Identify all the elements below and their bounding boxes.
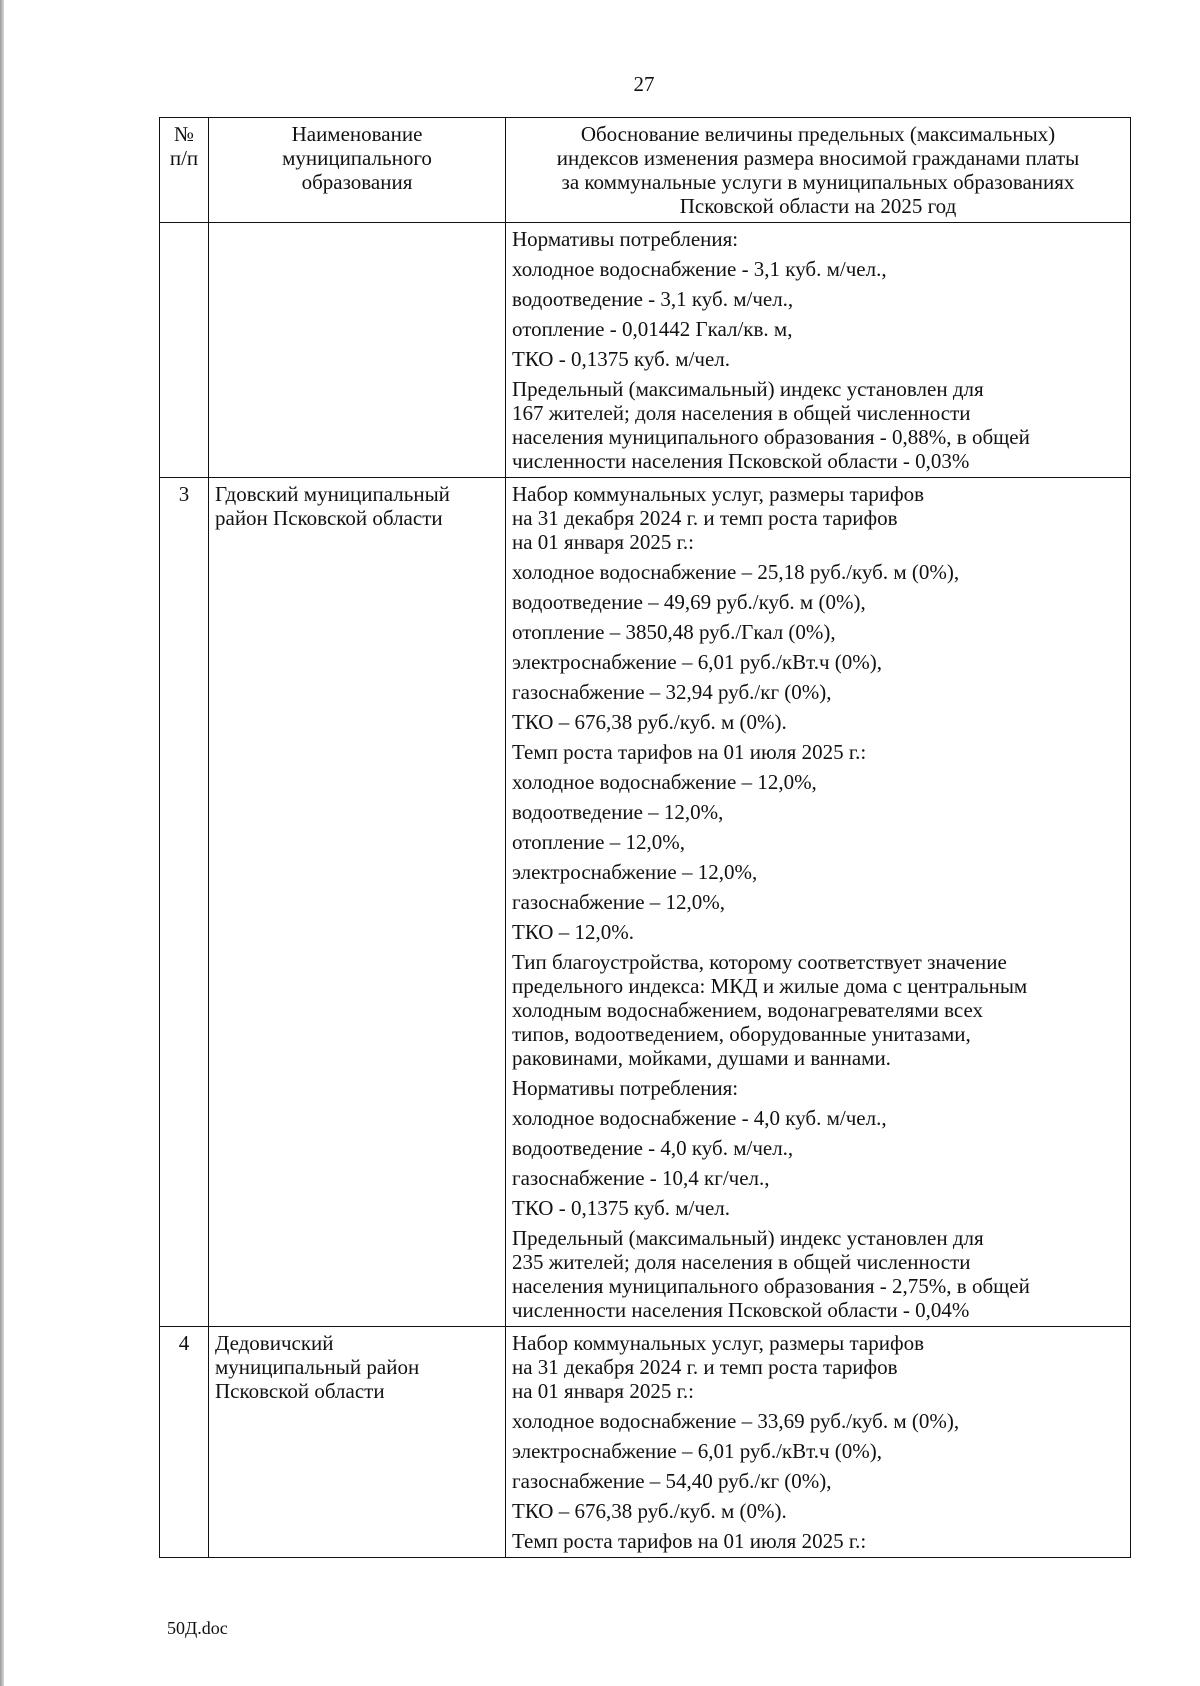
row-number: 3 xyxy=(160,478,209,1327)
basis-line: газоснабжение – 12,0%, xyxy=(512,890,726,914)
basis-line: водоотведение - 4,0 куб. м/чел., xyxy=(512,1136,794,1160)
table-row xyxy=(160,1327,1131,1558)
basis-line: электроснабжение – 12,0%, xyxy=(512,860,758,884)
basis-line: водоотведение - 3,1 куб. м/чел., xyxy=(512,287,794,311)
table-header-row xyxy=(160,118,1131,223)
basis-line: ТКО - 0,1375 куб. м/чел. xyxy=(512,1196,731,1220)
basis-line: Темп роста тарифов на 01 июля 2025 г.: xyxy=(512,1529,867,1553)
header-basis: Обоснование величины предельных (максимальных) индексов изменения размера вносимой гражданами платы за коммунальные услуги в муниципальных образованиях Псковской области на 2025 год xyxy=(506,118,1131,223)
basis-line: отопление – 3850,48 руб./Гкал (0%), xyxy=(512,620,836,644)
basis-line: холодное водоснабжение – 33,69 руб./куб. м (0%), xyxy=(512,1409,960,1433)
basis-cell xyxy=(506,223,1131,478)
basis-line: ТКО – 12,0%. xyxy=(512,920,634,944)
header-number: № п/п xyxy=(160,118,209,223)
basis-cell xyxy=(506,1327,1131,1558)
row-number: 4 xyxy=(160,1327,209,1558)
basis-line: ТКО – 676,38 руб./куб. м (0%). xyxy=(512,710,787,734)
basis-line: водоотведение – 12,0%, xyxy=(512,800,724,824)
basis-line: Нормативы потребления: xyxy=(512,1076,739,1100)
basis-line: электроснабжение – 6,01 руб./кВт.ч (0%), xyxy=(512,1439,883,1463)
table-row xyxy=(160,478,1131,1327)
basis-line: Темп роста тарифов на 01 июля 2025 г.: xyxy=(512,740,867,764)
basis-line: Предельный (максимальный) индекс установлен для 167 жителей; доля населения в общей численности населения муниципального образования - 0,88%, в общей численности населения Псковской области - 0,03% xyxy=(512,377,1030,473)
page-number: 27 xyxy=(633,72,655,96)
basis-line: холодное водоснабжение – 25,18 руб./куб. м (0%), xyxy=(512,560,960,584)
basis-line: электроснабжение – 6,01 руб./кВт.ч (0%), xyxy=(512,650,883,674)
basis-line: Тип благоустройства, которому соответствует значение предельного индекса: МКД и жилые дома с центральным холодным водоснабжением, водонагревателями всех типов, водоотведением, оборудованные унитазами, раковинами, мойками, душами и ваннами. xyxy=(512,950,1028,1070)
basis-line: водоотведение – 49,69 руб./куб. м (0%), xyxy=(512,590,866,614)
basis-line: газоснабжение - 10,4 кг/чел., xyxy=(512,1166,770,1190)
basis-cell xyxy=(506,478,1131,1327)
basis-line: газоснабжение – 54,40 руб./кг (0%), xyxy=(512,1469,832,1493)
basis-line: холодное водоснабжение - 3,1 куб. м/чел., xyxy=(512,257,887,281)
file-name: 50Д.doc xyxy=(167,1618,228,1638)
basis-line: отопление - 0,01442 Гкал/кв. м, xyxy=(512,317,793,341)
municipality-name xyxy=(209,223,506,478)
basis-line: ТКО - 0,1375 куб. м/чел. xyxy=(512,347,731,371)
basis-line: ТКО – 676,38 руб./куб. м (0%). xyxy=(512,1499,787,1523)
tariff-table xyxy=(159,117,1131,1558)
basis-line: Набор коммунальных услуг, размеры тарифов на 31 декабря 2024 г. и темп роста тарифов на 01 января 2025 г.: xyxy=(512,482,924,554)
basis-line: Набор коммунальных услуг, размеры тарифов на 31 декабря 2024 г. и темп роста тарифов на 01 января 2025 г.: xyxy=(512,1331,924,1403)
basis-line: Нормативы потребления: xyxy=(512,227,739,251)
municipality-name: Гдовский муниципальный район Псковской области xyxy=(209,478,506,1327)
basis-line: газоснабжение – 32,94 руб./кг (0%), xyxy=(512,680,832,704)
basis-line: Предельный (максимальный) индекс установлен для 235 жителей; доля населения в общей численности населения муниципального образования - 2,75%, в общей численности населения Псковской области - 0,04% xyxy=(512,1226,1030,1322)
scan-edge xyxy=(0,0,4,1686)
header-municipality: Наименование муниципального образования xyxy=(209,118,506,223)
basis-line: отопление – 12,0%, xyxy=(512,830,685,854)
basis-line: холодное водоснабжение – 12,0%, xyxy=(512,770,817,794)
row-number xyxy=(160,223,209,478)
table-row xyxy=(160,223,1131,478)
municipality-name: Дедовичский муниципальный район Псковской области xyxy=(209,1327,506,1558)
basis-line: холодное водоснабжение - 4,0 куб. м/чел., xyxy=(512,1106,887,1130)
